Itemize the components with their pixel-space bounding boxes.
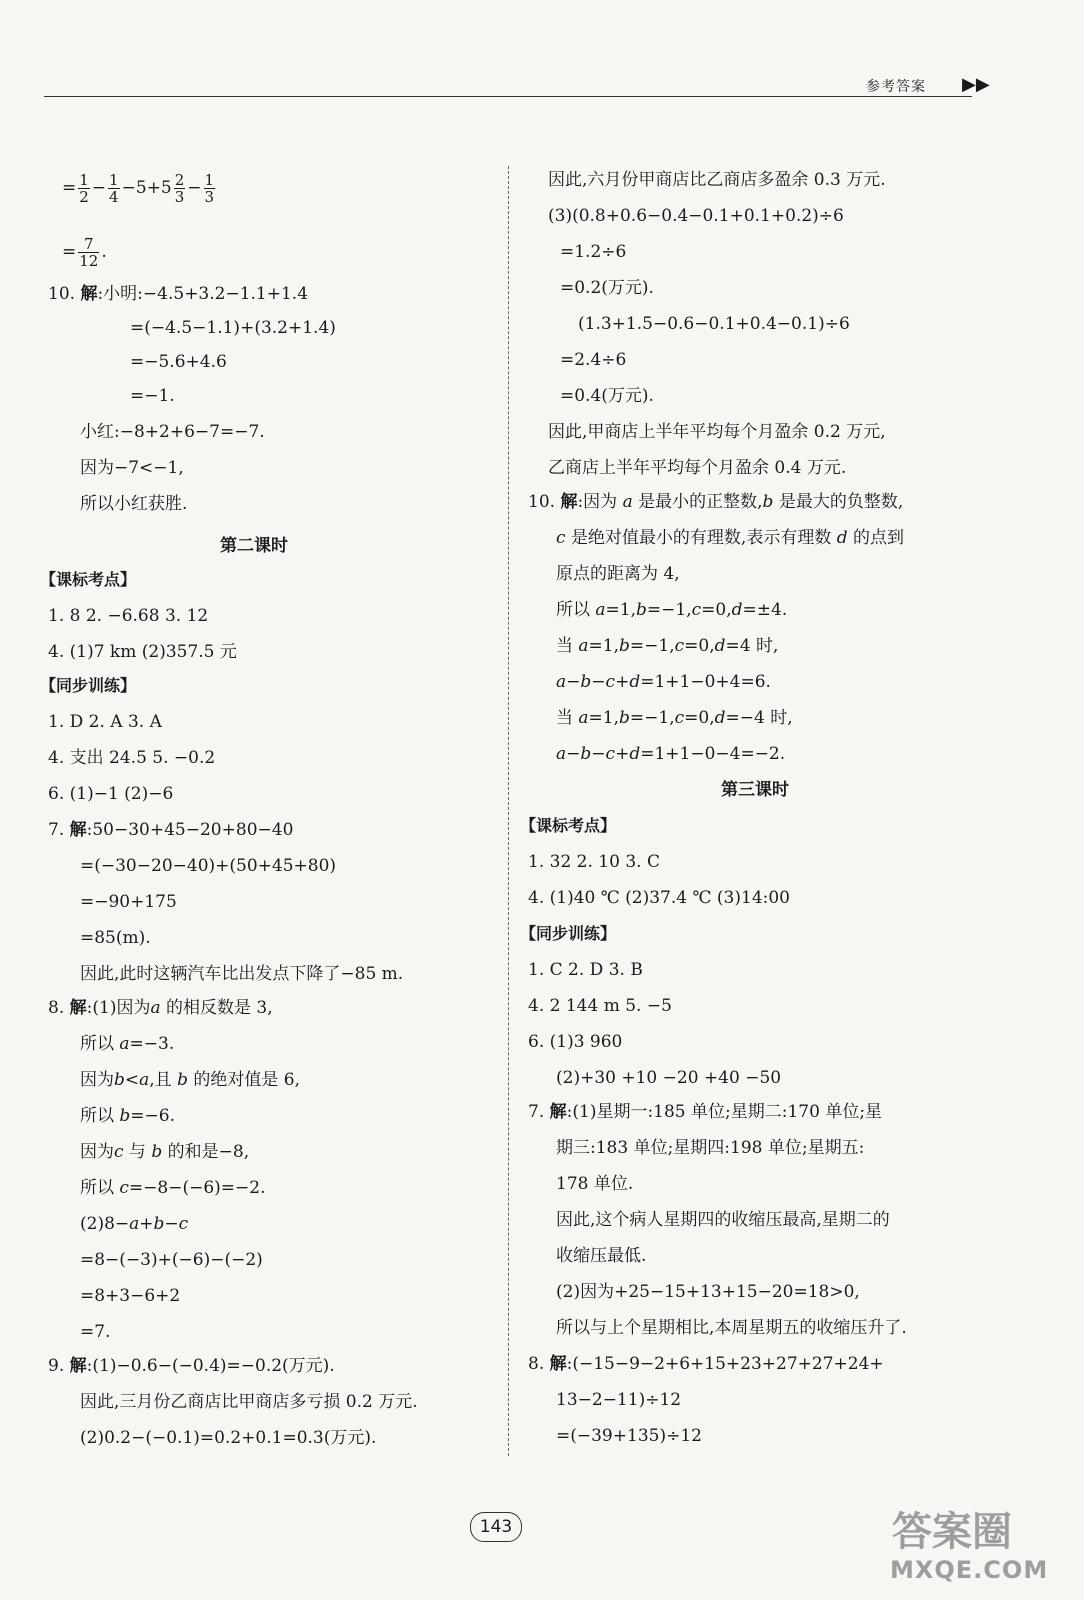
right-q9-line: =2.4÷6 (560, 350, 627, 370)
left-q7-line: 因此,此时这辆汽车比出发点下降了−85 m. (80, 964, 404, 984)
right-q10-line: 当 a=1,b=−1,c=0,d=−4 时, (556, 708, 793, 728)
right-q9-line: =0.4(万元). (560, 386, 654, 406)
answer-line: 1. 32 2. 10 3. C (528, 852, 660, 872)
section-title: 第二课时 (220, 536, 288, 556)
left-q7-line: =−90+175 (80, 892, 177, 912)
right-q8-line: 13−2−11)÷12 (556, 1390, 682, 1410)
watermark-url: MXQE.COM (890, 1556, 1049, 1584)
right-q7-line: (2)因为+25−15+13+15−20=18>0, (556, 1282, 860, 1302)
left-q8-line: =8+3−6+2 (80, 1286, 181, 1306)
left-q8-line: 因为b<a,且 b 的绝对值是 6, (80, 1070, 301, 1090)
left-q10-line: 所以小红获胜. (80, 494, 188, 514)
answer-line: 1. D 2. A 3. A (48, 712, 162, 732)
left-q7-line: 7. 解:50−30+45−20+80−40 (48, 820, 294, 840)
right-q10-line: a−b−c+d=1+1−0−4=−2. (556, 744, 786, 764)
left-q8-line: 8. 解:(1)因为a 的相反数是 3, (48, 998, 273, 1018)
left-q8-line: =7. (80, 1322, 111, 1342)
section-head: 【课标考点】 (520, 816, 617, 835)
right-q7-line: 期三:183 单位;星期四:198 单位;星期五: (556, 1138, 865, 1158)
right-q9-line: 乙商店上半年平均每个月盈余 0.4 万元. (548, 458, 847, 478)
answer-line: 1. C 2. D 3. B (528, 960, 643, 980)
answer-line: 4. (1)7 km (2)357.5 元 (48, 642, 237, 662)
section-head: 【课标考点】 (40, 570, 137, 589)
right-q7-line: 收缩压最低. (556, 1246, 647, 1266)
left-q8-line: (2)8−a+b−c (80, 1214, 189, 1234)
right-q10-line: c 是绝对值最小的有理数,表示有理数 d 的点到 (556, 528, 905, 548)
section-head: 【同步训练】 (40, 676, 137, 695)
left-q10-line: 10. 解:小明:−4.5+3.2−1.1+1.4 (48, 284, 309, 304)
header-rule (44, 96, 972, 97)
left-q8-line: 所以 c=−8−(−6)=−2. (80, 1178, 266, 1198)
answer-line: 6. (1)−1 (2)−6 (48, 784, 174, 804)
header-arrow-icon: ▶▶ (962, 74, 990, 95)
section-title: 第三课时 (721, 780, 789, 800)
right-q7-line: 所以与上个星期相比,本周星期五的收缩压升了. (556, 1318, 907, 1338)
left-q9-line: (2)0.2−(−0.1)=0.2+0.1=0.3(万元). (80, 1428, 377, 1448)
right-q10-line: 所以 a=1,b=−1,c=0,d=±4. (556, 600, 788, 620)
right-q8-line: =(−39+135)÷12 (556, 1426, 702, 1446)
right-q9-line: (3)(0.8+0.6−0.4−0.1+0.1+0.2)÷6 (548, 206, 844, 226)
left-q10-line: =−1. (130, 386, 175, 406)
right-q9-line: =1.2÷6 (560, 242, 627, 262)
page-number: 143 (470, 1512, 522, 1542)
left-q10-line: 因为−7<−1, (80, 458, 184, 478)
answer-line: 1. 8 2. −6.68 3. 12 (48, 606, 209, 626)
right-q7-line: 7. 解:(1)星期一:185 单位;星期二:170 单位;星 (528, 1102, 883, 1122)
left-frac-line: = $\frac{1}{2}$ − $\frac{1}{4}$ −5+5 $\frac{2}{3}$ − $\frac{1}{3}$ (62, 171, 215, 206)
header-label: 参考答案 (866, 79, 926, 95)
right-q10-line: 10. 解:因为 a 是最小的正整数,b 是最大的负整数, (528, 492, 904, 512)
watermark-logo: 答案圈 (892, 1509, 1012, 1555)
left-q7-line: =(−30−20−40)+(50+45+80) (80, 856, 337, 876)
right-q8-line: 8. 解:(−15−9−2+6+15+23+27+27+24+ (528, 1354, 884, 1374)
left-frac-result: = $\frac{7}{12}$ . (62, 235, 107, 270)
left-q8-line: 因为c 与 b 的和是−8, (80, 1142, 250, 1162)
left-q10-line: 小红:−8+2+6−7=−7. (80, 422, 265, 442)
right-q9-line: =0.2(万元). (560, 278, 654, 298)
answer-line: 4. (1)40 ℃ (2)37.4 ℃ (3)14:00 (528, 888, 790, 908)
right-q7-line: 178 单位. (556, 1174, 634, 1194)
left-q8-line: 所以 b=−6. (80, 1106, 176, 1126)
right-q10-line: 原点的距离为 4, (556, 564, 680, 584)
answer-line: 4. 支出 24.5 5. −0.2 (48, 748, 216, 768)
right-q9-line: 因此,甲商店上半年平均每个月盈余 0.2 万元, (548, 422, 886, 442)
answer-line: 6. (1)3 960 (528, 1032, 623, 1052)
left-q8-line: =8−(−3)+(−6)−(−2) (80, 1250, 263, 1270)
right-q9-line: 因此,六月份甲商店比乙商店多盈余 0.3 万元. (548, 170, 886, 190)
left-q9-line: 9. 解:(1)−0.6−(−0.4)=−0.2(万元). (48, 1356, 335, 1376)
right-q7-line: 因此,这个病人星期四的收缩压最高,星期二的 (556, 1210, 890, 1230)
right-q9-line: (1.3+1.5−0.6−0.1+0.4−0.1)÷6 (578, 314, 850, 334)
right-q10-line: 当 a=1,b=−1,c=0,d=4 时, (556, 636, 779, 656)
column-divider (508, 166, 509, 1456)
left-q7-line: =85(m). (80, 928, 151, 948)
left-q9-line: 因此,三月份乙商店比甲商店多亏损 0.2 万元. (80, 1392, 418, 1412)
left-q10-line: =−5.6+4.6 (130, 352, 227, 372)
right-q10-line: a−b−c+d=1+1−0+4=6. (556, 672, 771, 692)
answer-line: 4. 2 144 m 5. −5 (528, 996, 672, 1016)
answer-line: (2)+30 +10 −20 +40 −50 (556, 1068, 782, 1088)
left-q10-line: =(−4.5−1.1)+(3.2+1.4) (130, 318, 336, 338)
left-q8-line: 所以 a=−3. (80, 1034, 175, 1054)
section-head: 【同步训练】 (520, 924, 617, 943)
